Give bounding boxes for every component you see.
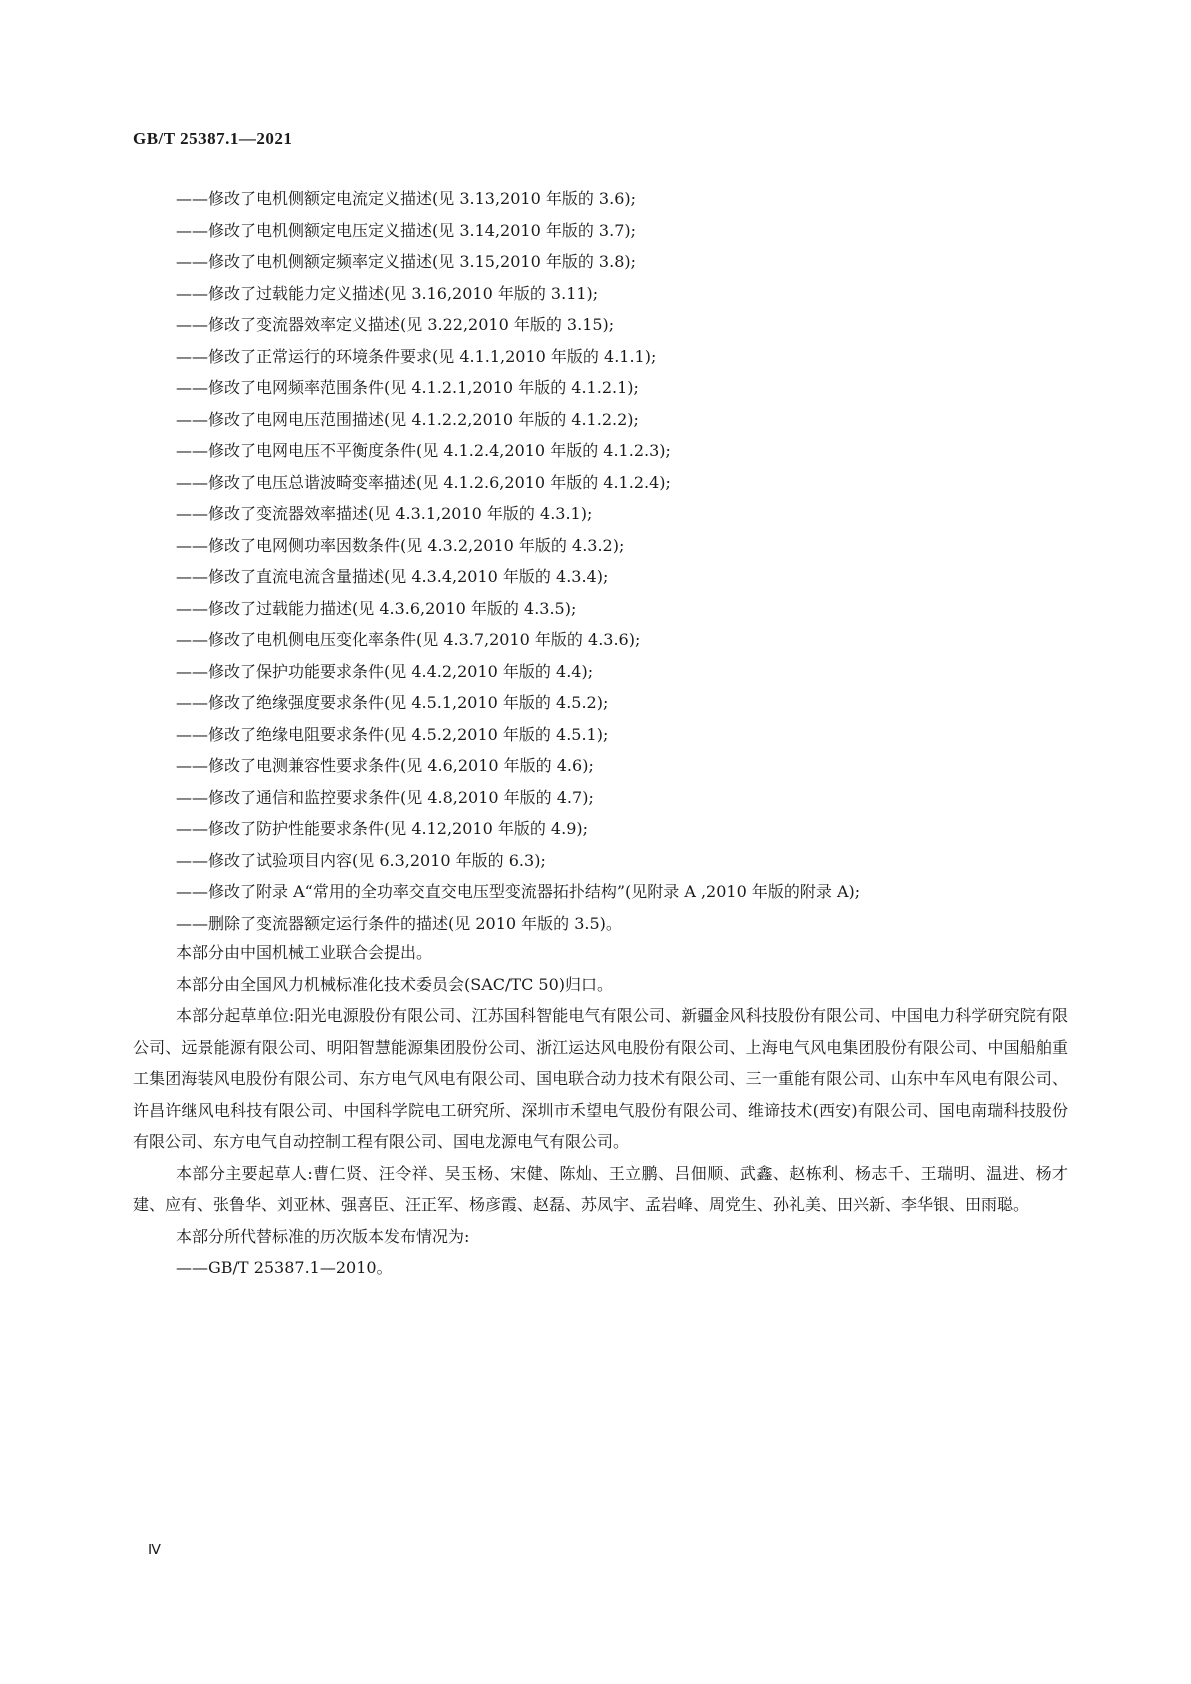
change-item: ——修改了电网电压不平衡度条件(见 4.1.2.4,2010 年版的 4.1.2.3); (176, 441, 671, 460)
history-item: ——GB/T 25387.1—2010。 (176, 1258, 393, 1277)
drafters-paragraph: 本部分主要起草人:曹仁贤、汪令祥、吴玉杨、宋健、陈灿、王立鹏、吕佃顺、武鑫、赵栋利、杨志千、王瑞明、温进、杨才建、应有、张鲁华、刘亚林、强喜臣、汪正军、杨彦霞、赵磊、苏凤宇、孟岩峰、周党生、孙礼美、田兴新、李华银、田雨聪。 (133, 1163, 1068, 1214)
change-item: ——修改了直流电流含量描述(见 4.3.4,2010 年版的 4.3.4); (176, 567, 609, 586)
change-item: ——修改了电压总谐波畸变率描述(见 4.1.2.6,2010 年版的 4.1.2.4); (176, 472, 671, 492)
change-item: ——修改了过载能力定义描述(见 3.16,2010 年版的 3.11); (176, 283, 599, 303)
change-item: ——修改了电测兼容性要求条件(见 4.6,2010 年版的 4.6); (176, 756, 594, 775)
change-item: ——修改了附录 A“常用的全功率交直交电压型变流器拓扑结构”(见附录 A ,2010 年版的附录 A); (176, 882, 861, 901)
proposed-by-paragraph: 本部分由中国机械工业联合会提出。 (176, 943, 433, 962)
drafting-units-paragraph: 本部分起草单位:阳光电源股份有限公司、江苏国科智能电气有限公司、新疆金风科技股份有限公司、中国电力科学研究院有限公司、远景能源有限公司、明阳智慧能源集团股份公司、浙江运达风电股份有限公司、上海电气风电集团股份有限公司、中国船舶重工集团海装风电股份有限公司、东方电气风电有限公司、国电联合动力技术有限公司、三一重能有限公司、山东中车风电有限公司、许昌许继风电科技有限公司、中国科学院电工研究所、深圳市禾望电气股份有限公司、维谛技术(西安)有限公司、国电南瑞科技股份有限公司、东方电气自动控制工程有限公司、国电龙源电气有限公司。 (133, 1006, 1068, 1151)
page-header-standard-id: GB/T 25387.1—2021 (133, 129, 293, 148)
change-item: ——修改了通信和监控要求条件(见 4.8,2010 年版的 4.7); (176, 787, 594, 807)
foreword-body (133, 937, 1068, 1284)
change-list (176, 183, 1076, 939)
change-item: ——修改了绝缘电阻要求条件(见 4.5.2,2010 年版的 4.5.1); (176, 724, 609, 744)
history-intro-paragraph: 本部分所代替标准的历次版本发布情况为: (176, 1226, 470, 1246)
change-item: ——修改了电机侧额定频率定义描述(见 3.15,2010 年版的 3.8); (176, 252, 637, 271)
change-item: ——修改了防护性能要求条件(见 4.12,2010 年版的 4.9); (176, 819, 589, 838)
change-item: ——修改了电网频率范围条件(见 4.1.2.1,2010 年版的 4.1.2.1); (176, 378, 639, 397)
change-item: ——修改了电机侧电压变化率条件(见 4.3.7,2010 年版的 4.3.6); (176, 630, 641, 649)
change-item: ——修改了试验项目内容(见 6.3,2010 年版的 6.3); (176, 850, 546, 870)
change-item: ——修改了电网电压范围描述(见 4.1.2.2,2010 年版的 4.1.2.2); (176, 409, 639, 429)
change-item: ——修改了变流器效率描述(见 4.3.1,2010 年版的 4.3.1); (176, 504, 593, 523)
centralized-by-paragraph: 本部分由全国风力机械标准化技术委员会(SAC/TC 50)归口。 (176, 974, 613, 994)
change-item: ——删除了变流器额定运行条件的描述(见 2010 年版的 3.5)。 (176, 913, 622, 933)
change-item: ——修改了电机侧额定电压定义描述(见 3.14,2010 年版的 3.7); (176, 220, 637, 240)
change-item: ——修改了电网侧功率因数条件(见 4.3.2,2010 年版的 4.3.2); (176, 535, 625, 555)
change-item: ——修改了变流器效率定义描述(见 3.22,2010 年版的 3.15); (176, 315, 615, 334)
page-number: Ⅳ (148, 1543, 161, 1558)
change-item: ——修改了正常运行的环境条件要求(见 4.1.1,2010 年版的 4.1.1); (176, 346, 657, 366)
change-item: ——修改了电机侧额定电流定义描述(见 3.13,2010 年版的 3.6); (176, 189, 637, 208)
change-item: ——修改了过载能力描述(见 4.3.6,2010 年版的 4.3.5); (176, 598, 577, 618)
change-item: ——修改了绝缘强度要求条件(见 4.5.1,2010 年版的 4.5.2); (176, 693, 609, 712)
change-item: ——修改了保护功能要求条件(见 4.4.2,2010 年版的 4.4); (176, 661, 594, 681)
